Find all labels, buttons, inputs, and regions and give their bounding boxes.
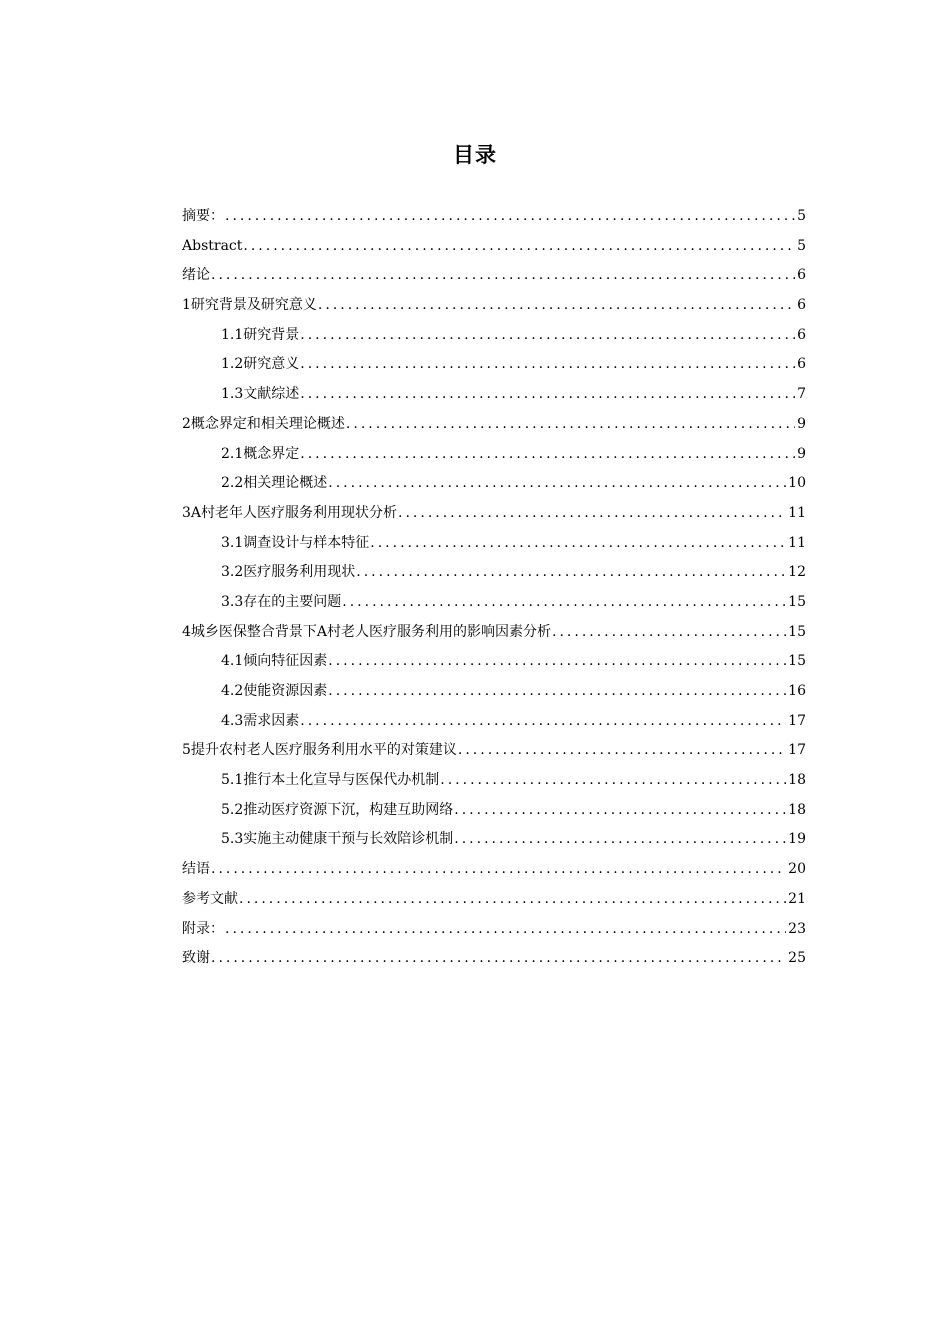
toc-entry-label: 3.1调查设计与样本特征 <box>221 534 370 551</box>
toc-entry-page-number: 6 <box>797 297 806 314</box>
toc-entry[interactable] <box>182 321 806 351</box>
toc-entry-page-number: 10 <box>788 475 806 492</box>
toc-dot-leader <box>328 647 786 677</box>
toc-entry-page-number: 7 <box>797 386 806 403</box>
toc-entry-page-number: 18 <box>788 801 806 818</box>
toc-dot-leader <box>318 291 795 321</box>
toc-entry-label: 1研究背景及研究意义 <box>182 297 317 314</box>
toc-entry[interactable] <box>182 469 806 499</box>
toc-dot-leader <box>356 558 786 588</box>
toc-entry[interactable] <box>182 558 806 588</box>
table-of-contents <box>182 202 806 974</box>
toc-entry-label: 4城乡医保整合背景下A村老人医疗服务利用的影响因素分析 <box>182 623 552 640</box>
toc-dot-leader <box>300 380 795 410</box>
toc-entry-label: 5.1推行本土化宣导与医保代办机制 <box>221 772 440 789</box>
toc-entry[interactable] <box>182 796 806 826</box>
toc-entry[interactable] <box>182 647 806 677</box>
toc-dot-leader <box>440 766 786 796</box>
toc-entry-label: 1.1研究背景 <box>221 326 300 343</box>
toc-entry[interactable] <box>182 202 806 232</box>
toc-entry[interactable] <box>182 499 806 529</box>
toc-dot-leader <box>300 321 795 351</box>
toc-entry-page-number: 9 <box>797 415 806 432</box>
toc-entry-page-number: 20 <box>788 861 806 878</box>
toc-dot-leader <box>346 410 795 440</box>
toc-entry-label: Abstract <box>182 237 243 254</box>
toc-entry-page-number: 21 <box>788 890 806 907</box>
toc-entry-page-number: 17 <box>788 742 806 759</box>
toc-entry-label: 3A村老年人医疗服务利用现状分析 <box>182 504 398 521</box>
toc-dot-leader <box>300 350 795 380</box>
toc-entry-label: 参考文献 <box>182 890 238 907</box>
toc-entry-page-number: 16 <box>788 683 806 699</box>
toc-entry-page-number: 5 <box>797 208 806 224</box>
toc-dot-leader <box>225 915 786 945</box>
toc-dot-leader <box>454 825 786 855</box>
toc-entry-page-number: 25 <box>788 950 806 967</box>
toc-entry[interactable] <box>182 944 806 974</box>
toc-entry-label: 4.3需求因素 <box>221 712 300 729</box>
toc-dot-leader <box>239 885 786 915</box>
toc-entry-label: 2概念界定和相关理论概述 <box>182 415 345 432</box>
toc-entry[interactable] <box>182 410 806 440</box>
toc-entry-label: 4.1倾向特征因素 <box>221 653 328 670</box>
toc-dot-leader <box>328 677 786 707</box>
toc-entry-page-number: 6 <box>797 356 806 373</box>
toc-entry[interactable] <box>182 825 806 855</box>
toc-entry-page-number: 15 <box>788 653 806 670</box>
toc-entry-label: 2.1概念界定 <box>221 445 300 462</box>
toc-entry[interactable] <box>182 380 806 410</box>
toc-dot-leader <box>300 440 795 470</box>
toc-entry-page-number: 11 <box>788 534 806 551</box>
toc-entry[interactable] <box>182 677 806 707</box>
toc-dot-leader <box>370 529 786 559</box>
toc-entry-page-number: 15 <box>788 623 806 640</box>
toc-entry-page-number: 15 <box>788 593 806 610</box>
toc-entry-page-number: 17 <box>788 712 806 729</box>
toc-entry-label: 5.2推动医疗资源下沉，构建互助网络 <box>221 801 454 818</box>
toc-entry[interactable] <box>182 915 806 945</box>
toc-dot-leader <box>454 796 786 826</box>
toc-entry-label: 4.2使能资源因素 <box>221 683 328 699</box>
toc-entry-page-number: 9 <box>797 445 806 462</box>
toc-entry[interactable] <box>182 707 806 737</box>
toc-entry-label: 3.3存在的主要问题 <box>221 593 342 610</box>
toc-entry-page-number: 6 <box>797 326 806 343</box>
toc-entry[interactable] <box>182 261 806 291</box>
toc-entry-label: 1.3文献综述 <box>221 386 300 403</box>
toc-dot-leader <box>342 588 786 618</box>
toc-entry[interactable] <box>182 291 806 321</box>
toc-entry-page-number: 12 <box>788 564 806 581</box>
toc-dot-leader <box>225 202 795 232</box>
toc-entry-label: 附录： <box>182 920 224 937</box>
toc-entry-label: 绪论 <box>182 267 210 284</box>
page-title: 目录 <box>453 143 497 168</box>
toc-dot-leader <box>398 499 786 529</box>
toc-entry-page-number: 18 <box>788 772 806 789</box>
toc-entry[interactable] <box>182 440 806 470</box>
toc-dot-leader <box>458 736 786 766</box>
toc-entry-label: 5.3实施主动健康干预与长效陪诊机制 <box>221 831 454 848</box>
toc-entry-label: 3.2医疗服务利用现状 <box>221 564 356 581</box>
toc-entry-page-number: 23 <box>788 920 806 937</box>
toc-dot-leader <box>328 469 786 499</box>
toc-entry[interactable] <box>182 232 806 262</box>
toc-dot-leader <box>211 944 786 974</box>
toc-entry-page-number: 11 <box>788 504 806 521</box>
toc-entry-label: 摘要： <box>182 208 224 224</box>
toc-entry[interactable] <box>182 766 806 796</box>
toc-entry-label: 1.2研究意义 <box>221 356 300 373</box>
toc-dot-leader <box>300 707 786 737</box>
toc-entry-page-number: 19 <box>788 831 806 848</box>
toc-dot-leader <box>211 855 786 885</box>
toc-entry[interactable] <box>182 588 806 618</box>
toc-entry[interactable] <box>182 855 806 885</box>
toc-dot-leader <box>243 232 795 262</box>
toc-entry[interactable] <box>182 529 806 559</box>
toc-entry[interactable] <box>182 885 806 915</box>
toc-entry[interactable] <box>182 350 806 380</box>
toc-entry-label: 致谢 <box>182 950 210 967</box>
toc-entry[interactable] <box>182 618 806 648</box>
toc-entry-label: 5提升农村老人医疗服务利用水平的对策建议 <box>182 742 457 759</box>
toc-entry-page-number: 5 <box>797 237 806 254</box>
toc-dot-leader <box>552 618 786 648</box>
toc-entry[interactable] <box>182 736 806 766</box>
toc-entry-page-number: 6 <box>797 267 806 284</box>
toc-entry-label: 2.2相关理论概述 <box>221 475 328 492</box>
toc-dot-leader <box>211 261 795 291</box>
toc-entry-label: 结语 <box>182 861 210 878</box>
